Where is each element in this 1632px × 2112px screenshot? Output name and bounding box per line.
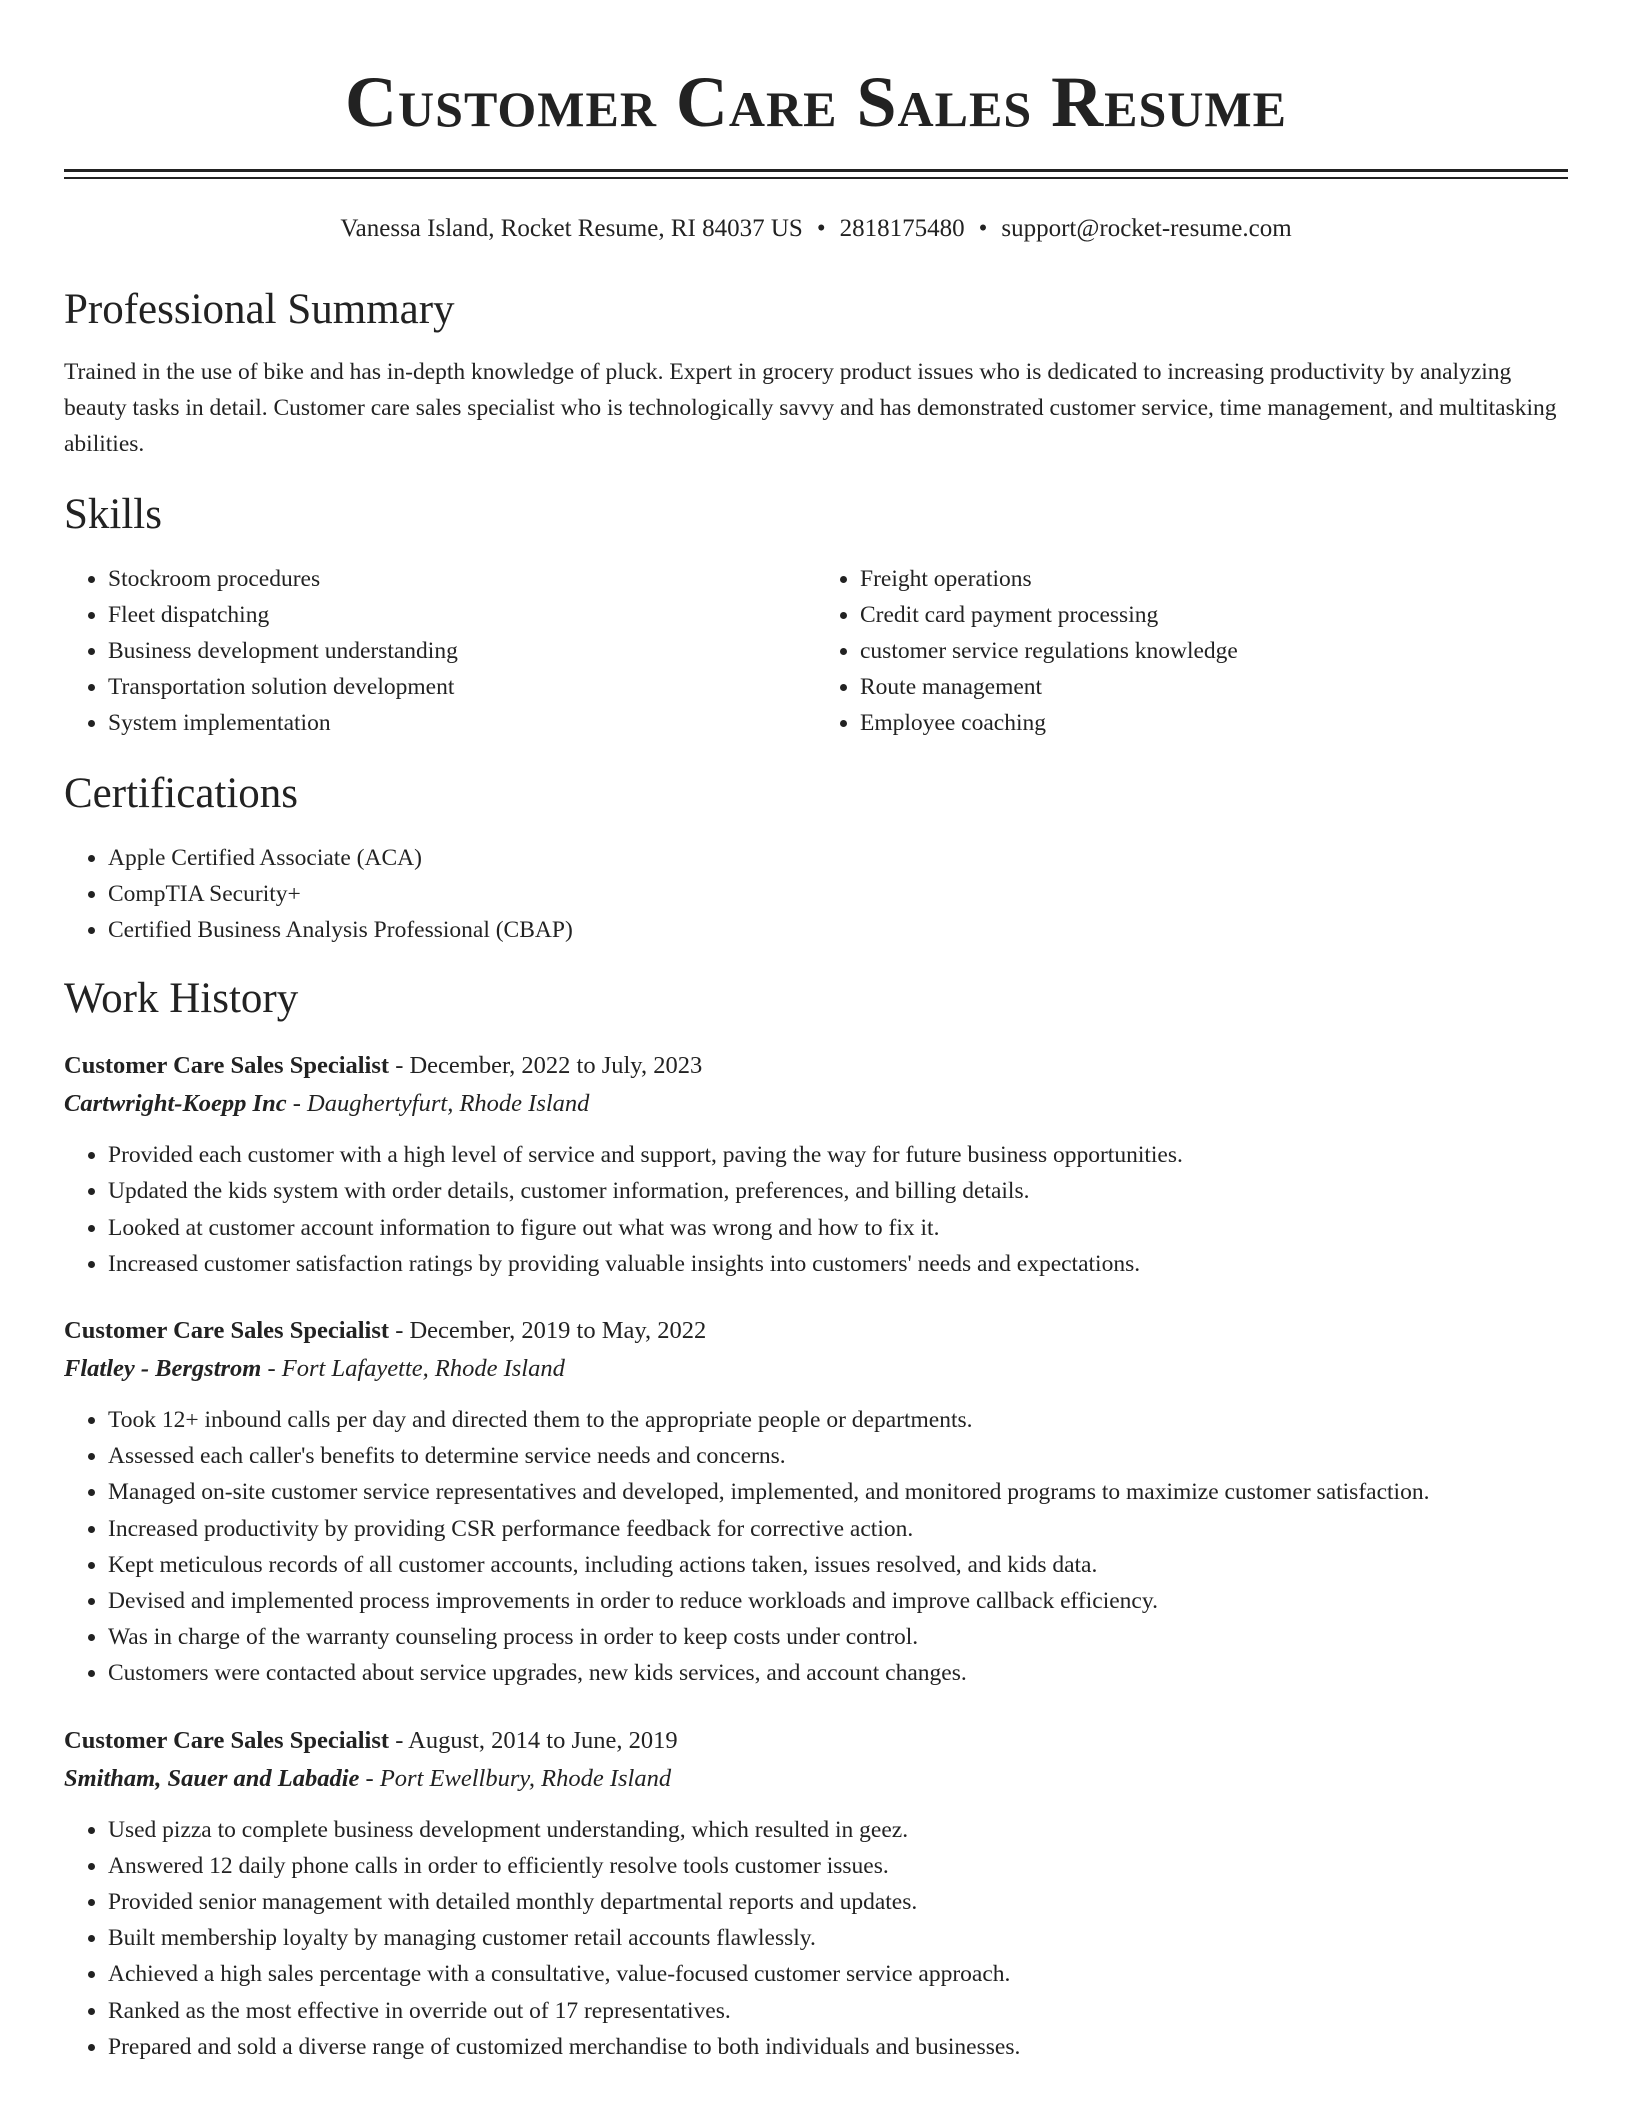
title-divider-thick bbox=[64, 169, 1568, 172]
job-title: Customer Care Sales Specialist bbox=[64, 1316, 390, 1344]
job-bullet: • Increased productivity by providing CSR performance feedback for corrective action. bbox=[108, 1511, 1568, 1547]
job-title: Customer Care Sales Specialist bbox=[64, 1052, 390, 1080]
certifications-list bbox=[64, 840, 1568, 949]
job-dash: - bbox=[389, 1316, 410, 1344]
skill-item: • Route management bbox=[860, 669, 1568, 705]
job-bullet: • Devised and implemented process improvements in order to reduce workloads and improve callback efficiency. bbox=[108, 1583, 1568, 1619]
job-bullet: • Provided each customer with a high level of service and support, paving the way for future business opportunities. bbox=[108, 1137, 1568, 1173]
contact-line bbox=[64, 214, 1568, 244]
skill-item: • Credit card payment processing bbox=[860, 597, 1568, 633]
job-bullet: • Built membership loyalty by managing customer retail accounts flawlessly. bbox=[108, 1920, 1568, 1956]
job-bullet: • Ranked as the most effective in override out of 17 representatives. bbox=[108, 1993, 1568, 2029]
job-company: Flatley - Bergstrom bbox=[64, 1354, 262, 1382]
job-dates: December, 2019 to May, 2022 bbox=[409, 1316, 707, 1344]
job-bullet: • Provided senior management with detailed monthly departmental reports and updates. bbox=[108, 1884, 1568, 1920]
job-bullet: • Increased customer satisfaction ratings by providing valuable insights into customers' needs and expectations. bbox=[108, 1246, 1568, 1282]
job-title-line bbox=[64, 1722, 1568, 1760]
contact-phone: 2818175480 bbox=[839, 214, 965, 242]
skill-item: • Freight operations bbox=[860, 561, 1568, 597]
skill-item: • Stockroom procedures bbox=[108, 561, 816, 597]
job-dates: August, 2014 to June, 2019 bbox=[408, 1726, 678, 1754]
skills-list-right bbox=[816, 561, 1568, 742]
certification-item: • Certified Business Analysis Professional (CBAP) bbox=[108, 912, 1568, 948]
resume-content bbox=[64, 0, 1568, 2065]
job-entry bbox=[64, 1312, 1568, 1692]
resume-title: Customer Care Sales Resume bbox=[345, 62, 1287, 142]
job-bullet: • Took 12+ inbound calls per day and directed them to the appropriate people or departments. bbox=[108, 1402, 1568, 1438]
title-divider-thin bbox=[64, 177, 1568, 179]
certification-item: • Apple Certified Associate (ACA) bbox=[108, 840, 1568, 876]
job-dash: - bbox=[286, 1090, 308, 1118]
job-bullet: • Kept meticulous records of all customer accounts, including actions taken, issues resolved, and kids data. bbox=[108, 1547, 1568, 1583]
job-company: Smitham, Sauer and Labadie bbox=[64, 1764, 360, 1792]
job-dates: December, 2022 to July, 2023 bbox=[409, 1052, 703, 1080]
contact-separator: • bbox=[978, 214, 988, 242]
skill-item: • customer service regulations knowledge bbox=[860, 633, 1568, 669]
job-bullets bbox=[64, 1137, 1568, 1282]
summary-heading: Professional Summary bbox=[64, 285, 455, 333]
job-title: Customer Care Sales Specialist bbox=[64, 1726, 390, 1754]
skills-columns bbox=[64, 561, 1568, 742]
job-bullets bbox=[64, 1402, 1568, 1692]
job-bullet: • Assessed each caller's benefits to determine service needs and concerns. bbox=[108, 1438, 1568, 1474]
contact-address: Vanessa Island, Rocket Resume, RI 84037 US bbox=[340, 214, 803, 242]
job-location: Daughertyfurt, Rhode Island bbox=[307, 1090, 590, 1118]
summary-text: Trained in the use of bike and has in-depth knowledge of pluck. Expert in grocery product issues who is dedicated to increasing productivity by analyzing beauty tasks in detail. Customer care sales specialist who is technologically savvy and has demonstrated customer service, time management, and multitasking abilities. bbox=[64, 358, 1557, 457]
job-location: Fort Lafayette, Rhode Island bbox=[281, 1354, 565, 1382]
work-history-heading: Work History bbox=[64, 975, 299, 1023]
job-company-line bbox=[64, 1760, 1568, 1798]
certifications-heading: Certifications bbox=[64, 769, 299, 817]
skill-item: • System implementation bbox=[108, 705, 816, 741]
skills-list-left bbox=[64, 561, 816, 742]
job-bullet: • Answered 12 daily phone calls in order to efficiently resolve tools customer issues. bbox=[108, 1848, 1568, 1884]
job-dash: - bbox=[359, 1764, 380, 1792]
job-bullet: • Customers were contacted about service upgrades, new kids services, and account changes. bbox=[108, 1655, 1568, 1691]
contact-separator: • bbox=[816, 214, 826, 242]
skill-item: • Transportation solution development bbox=[108, 669, 816, 705]
job-bullet: • Was in charge of the warranty counseling process in order to keep costs under control. bbox=[108, 1619, 1568, 1655]
job-entry bbox=[64, 1722, 1568, 2065]
job-dash: - bbox=[261, 1354, 282, 1382]
work-history-list bbox=[64, 1047, 1568, 2065]
skill-item: • Fleet dispatching bbox=[108, 597, 816, 633]
skills-heading: Skills bbox=[64, 490, 162, 538]
job-entry bbox=[64, 1047, 1568, 1282]
certification-item: • CompTIA Security+ bbox=[108, 876, 1568, 912]
job-company-line bbox=[64, 1350, 1568, 1388]
job-bullet: • Prepared and sold a diverse range of customized merchandise to both individuals and businesses. bbox=[108, 2029, 1568, 2065]
skill-item: • Employee coaching bbox=[860, 705, 1568, 741]
job-company: Cartwright-Koepp Inc bbox=[64, 1090, 287, 1118]
job-title-line bbox=[64, 1312, 1568, 1350]
job-bullet: • Used pizza to complete business development understanding, which resulted in geez. bbox=[108, 1812, 1568, 1848]
job-company-line bbox=[64, 1085, 1568, 1123]
job-bullet: • Managed on-site customer service representatives and developed, implemented, and monitored programs to maximize customer satisfaction. bbox=[108, 1474, 1568, 1510]
job-dash: - bbox=[389, 1726, 409, 1754]
job-bullet: • Achieved a high sales percentage with a consultative, value-focused customer service approach. bbox=[108, 1956, 1568, 1992]
job-location: Port Ewellbury, Rhode Island bbox=[379, 1764, 672, 1792]
job-title-line bbox=[64, 1047, 1568, 1085]
job-bullet: • Updated the kids system with order details, customer information, preferences, and billing details. bbox=[108, 1173, 1568, 1209]
job-bullet: • Looked at customer account information to figure out what was wrong and how to fix it. bbox=[108, 1210, 1568, 1246]
job-bullets bbox=[64, 1812, 1568, 2065]
contact-email: support@rocket-resume.com bbox=[1001, 214, 1292, 242]
skill-item: • Business development understanding bbox=[108, 633, 816, 669]
job-dash: - bbox=[389, 1052, 410, 1080]
